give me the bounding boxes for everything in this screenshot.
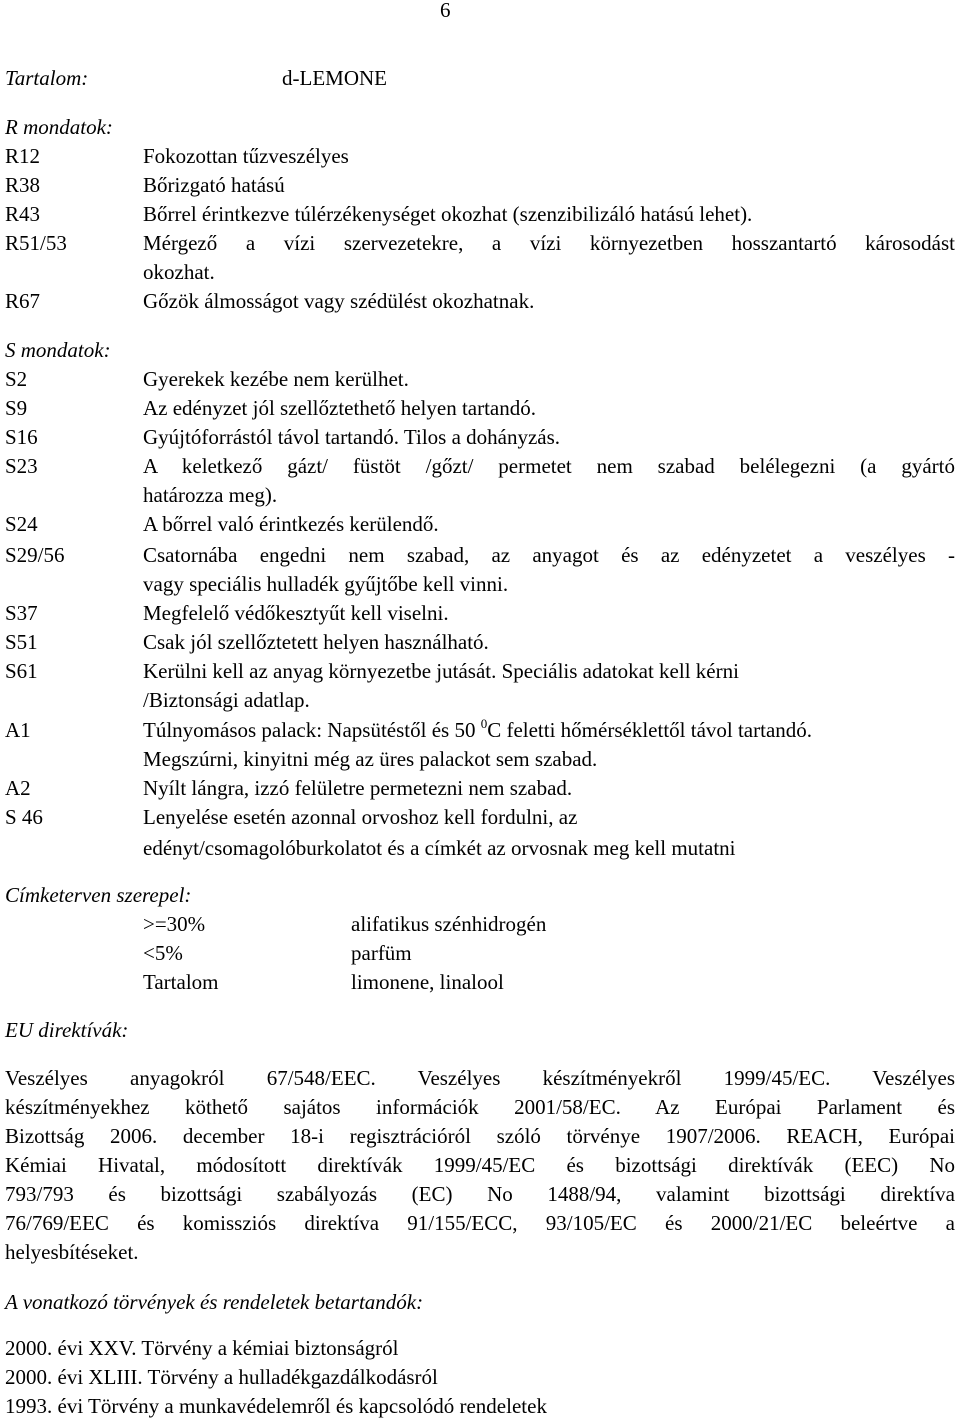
label-substance: alifatikus szénhidrogén [351, 912, 547, 936]
label-section-heading: Címketerven szerepel: [5, 883, 192, 907]
r-text: Gőzök álmosságot vagy szédülést okozhatnak. [143, 289, 535, 313]
label-substance: parfüm [351, 941, 412, 965]
r-code: R12 [5, 144, 41, 168]
s-text: edényt/csomagolóburkolatot és a címkét az orvosnak meg kell mutatni [143, 836, 736, 860]
r-code: R51/53 [5, 231, 67, 255]
r-section-heading: R mondatok: [5, 115, 113, 139]
eu-section-heading: EU direktívák: [5, 1018, 129, 1042]
paragraph-line: Kémiai Hivatal, módosított direktívák 1999/45/EC és bizottsági direktívák (EEC) No [5, 1153, 955, 1177]
s-code: S2 [5, 367, 28, 391]
s-code: S24 [5, 512, 38, 536]
s-code: S61 [5, 659, 38, 683]
s-code: S23 [5, 454, 38, 478]
s-code: S 46 [5, 805, 43, 829]
paragraph-line: Veszélyes anyagokról 67/548/EEC. Veszélyes készítményekről 1999/45/EC. Veszélyes [5, 1066, 955, 1090]
s-code: S51 [5, 630, 38, 654]
r-code: R43 [5, 202, 41, 226]
s-code: S9 [5, 396, 28, 420]
s-text: Csak jól szellőztetett helyen használható. [143, 630, 489, 654]
r-code: R38 [5, 173, 41, 197]
superscript: 0 [480, 716, 488, 731]
s-code: S37 [5, 601, 38, 625]
law-item: 2000. évi XLIII. Törvény a hulladékgazdálkodásról [5, 1365, 438, 1389]
r-text: Fokozottan tűzveszélyes [143, 144, 349, 168]
s-text: Gyújtóforrástól távol tartandó. Tilos a dohányzás. [143, 425, 561, 449]
r-text: Bőrrel érintkezve túlérzékenységet okozhat (szenzibilizáló hatású lehet). [143, 202, 753, 226]
eu-paragraph [5, 1064, 955, 1267]
s-text: A bőrrel való érintkezés kerülendő. [143, 512, 439, 536]
law-item: 2000. évi XXV. Törvény a kémiai biztonságról [5, 1336, 399, 1360]
s-code: S29/56 [5, 543, 65, 567]
s-text: A keletkező gázt/ füstöt /gőzt/ permetet nem szabad belélegezni (a gyártó [143, 454, 955, 478]
paragraph-line: helyesbítéseket. [5, 1240, 139, 1264]
content-label: Tartalom: [5, 66, 89, 90]
r-text: Mérgező a vízi szervezetekre, a vízi környezetben hosszantartó károsodást [143, 231, 955, 255]
product-name: d-LEMONE [282, 66, 387, 90]
s-text: határozza meg). [143, 483, 278, 507]
s-text: Lenyelése esetén azonnal orvoshoz kell fordulni, az [143, 805, 578, 829]
law-item: 1993. évi Törvény a munkavédelemről és kapcsolódó rendeletek [5, 1394, 547, 1418]
page-number: 6 [440, 0, 451, 22]
s-text: Nyílt lángra, izzó felületre permetezni nem szabad. [143, 776, 573, 800]
s-text: Túlnyomásos palack: Napsütéstől és 50 $^0$C feletti hőmérséklettől távol tartandó. [143, 716, 813, 742]
s-text: vagy speciális hulladék gyűjtőbe kell vinni. [143, 572, 509, 596]
s-text: Megfelelő védőkesztyűt kell viselni. [143, 601, 449, 625]
paragraph-line: 793/793 és bizottsági szabályozás (EC) No 1488/94, valamint bizottsági direktíva [5, 1182, 955, 1206]
s-text: Csatornába engedni nem szabad, az anyagot és az edényzetet a veszélyes - [143, 543, 955, 567]
paragraph-line: Bizottság 2006. december 18-i regisztrációról szóló törvénye 1907/2006. REACH, Európai [5, 1124, 955, 1148]
label-amount: <5% [143, 941, 183, 965]
r-text: Bőrizgató hatású [143, 173, 285, 197]
s-text: Kerülni kell az anyag környezetbe jutását. Speciális adatokat kell kérni [143, 659, 739, 683]
label-substance: limonene, linalool [351, 970, 504, 994]
r-text: okozhat. [143, 260, 215, 284]
paragraph-line: készítményekhez köthető sajátos információk 2001/58/EC. Az Európai Parlament és [5, 1095, 955, 1119]
s-text: /Biztonsági adatlap. [143, 688, 310, 712]
s-code: A1 [5, 718, 31, 742]
s-text: Megszúrni, kinyitni még az üres palackot sem szabad. [143, 747, 598, 771]
s-code: S16 [5, 425, 38, 449]
s-text: Az edényzet jól szellőztethető helyen tartandó. [143, 396, 537, 420]
r-code: R67 [5, 289, 41, 313]
label-amount: Tartalom [143, 970, 219, 994]
label-amount: >=30% [143, 912, 206, 936]
s-section-heading: S mondatok: [5, 338, 111, 362]
laws-section-heading: A vonatkozó törvények és rendeletek betartandók: [5, 1290, 424, 1314]
s-text: Gyerekek kezébe nem kerülhet. [143, 367, 409, 391]
paragraph-line: 76/769/EEC és komissziós direktíva 91/155/ECC, 93/105/EC és 2000/21/EC beleértve a [5, 1211, 955, 1235]
s-code: A2 [5, 776, 31, 800]
